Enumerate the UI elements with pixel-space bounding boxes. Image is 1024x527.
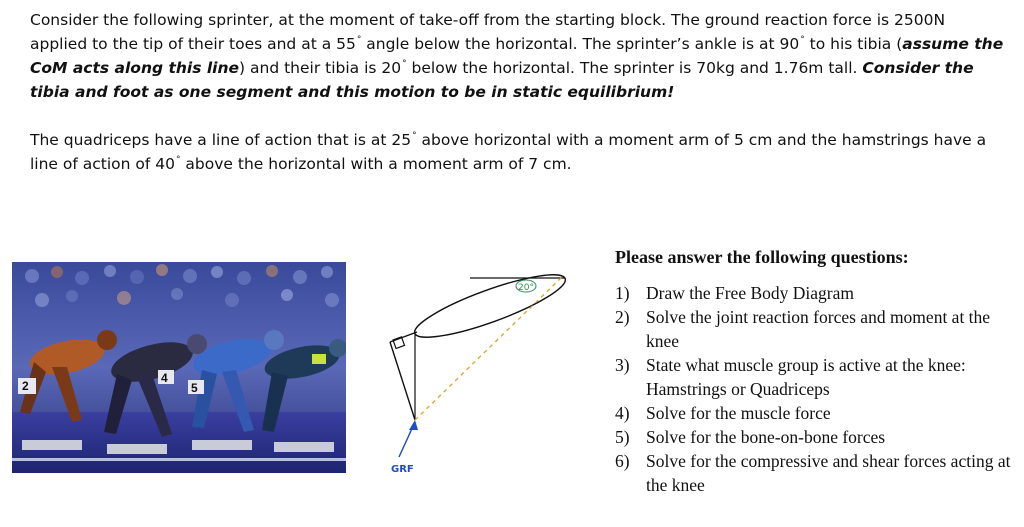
text-run: below the horizontal. The sprinter is 70kg and 1.76m tall. (406, 59, 863, 77)
degree-symbol: ° (356, 35, 362, 45)
questions-heading: Please answer the following questions: (615, 247, 909, 267)
question-number: 5) (615, 427, 630, 447)
leg-diagram (385, 262, 585, 482)
degree-symbol: ° (176, 155, 181, 165)
text-run: above the horizontal with a moment arm of 7 cm. (180, 155, 572, 173)
questions-list (615, 281, 1015, 497)
text-run: ) and their tibia is 20 (239, 59, 402, 77)
angle-label: 20° (518, 283, 534, 293)
question-item (615, 353, 1015, 401)
question-item (615, 305, 1015, 353)
degree-symbol: ° (402, 59, 407, 69)
tibia-segment (409, 264, 570, 349)
bib-number: 5 (191, 381, 198, 395)
question-text: Solve for the compressive and shear forces acting at the knee (646, 451, 1011, 495)
text-run: The quadriceps have a line of action that is at 25 (30, 131, 412, 149)
degree-symbol: ° (800, 35, 805, 45)
question-number: 1) (615, 283, 630, 303)
foot-segment (390, 342, 415, 420)
com-line (415, 276, 563, 420)
text-run: Consider the following sprinter, at the moment of take-off from the starting block. The ground reaction force is 2500N applied to the tip of their toes and at a 55 (30, 11, 946, 53)
text-run: to his tibia ( (804, 35, 903, 53)
question-text: Solve for the muscle force (646, 403, 831, 423)
sprinter-photo (12, 262, 346, 473)
foot-segment (390, 332, 417, 342)
text-run: above horizontal with a moment arm of 5 cm and the hamstrings have a line of action of 40 (30, 131, 987, 173)
question-text: Draw the Free Body Diagram (646, 283, 854, 303)
question-item (615, 449, 1015, 497)
problem-statement (30, 8, 1005, 176)
question-number: 3) (615, 355, 630, 375)
question-item (615, 401, 1015, 425)
question-number: 2) (615, 307, 630, 327)
question-number: 4) (615, 403, 630, 423)
question-text: State what muscle group is active at the knee: Hamstrings or Quadriceps (646, 355, 966, 399)
problem-paragraph-1 (30, 8, 1005, 104)
questions-panel (615, 245, 1015, 497)
bib-number: 4 (161, 371, 168, 385)
problem-paragraph-2 (30, 128, 1005, 176)
grf-label: GRF (391, 464, 414, 475)
question-text: Solve for the bone-on-bone forces (646, 427, 886, 447)
question-number: 6) (615, 451, 630, 471)
bib-number: 2 (22, 379, 29, 393)
emphasis-text: Consider the tibia and foot as one segment and this motion to be in static equilibrium! (30, 59, 974, 101)
emphasis-text: assume the CoM acts along this line (30, 35, 1004, 77)
question-item (615, 281, 1015, 305)
grf-arrowhead (409, 420, 418, 430)
text-run: angle below the horizontal. The sprinter’s ankle is at 90 (361, 35, 800, 53)
question-text: Solve the joint reaction forces and moment at the knee (646, 307, 991, 351)
question-item (615, 425, 1015, 449)
degree-symbol: ° (412, 131, 417, 141)
